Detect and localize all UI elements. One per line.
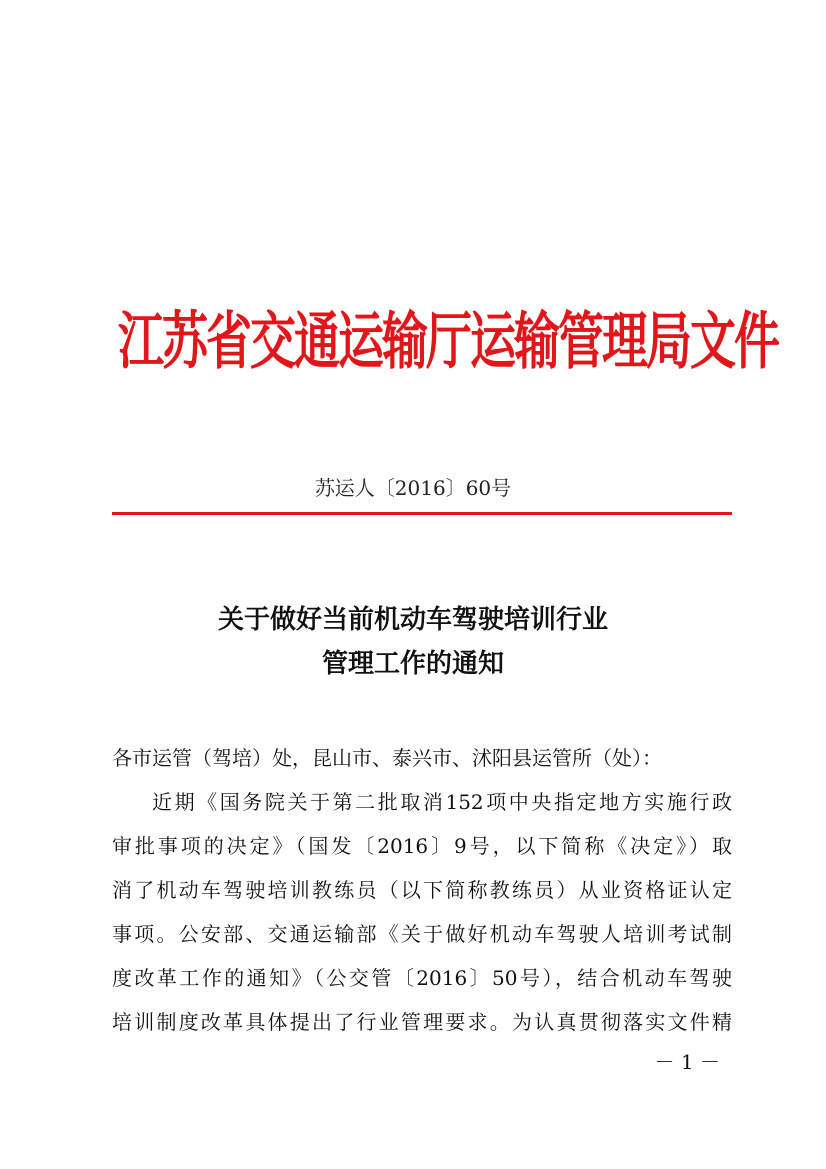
body-line-3: 消了机动车驾驶培训教练员（以下简称教练员）从业资格证认定 <box>112 878 732 902</box>
body-line-2: 审批事项的决定》（国发〔2016〕9号，以下简称《决定》）取 <box>112 834 732 858</box>
notice-title-line-1: 关于做好当前机动车驾驶培训行业 <box>217 605 608 635</box>
red-divider-rule <box>112 512 732 515</box>
body-line-4: 事项。公安部、交通运输部《关于做好机动车驾驶人培训考试制 <box>112 922 732 946</box>
issuer-header-title: 江苏省交通运输厅运输管理局文件 <box>118 304 778 378</box>
page-number: － 1 － <box>654 1050 720 1074</box>
body-line-6: 培训制度改革具体提出了行业管理要求。为认真贯彻落实文件精 <box>112 1010 732 1034</box>
body-line-5: 度改革工作的通知》（公交管〔2016〕50号），结合机动车驾驶 <box>112 966 732 990</box>
notice-title-line-2: 管理工作的通知 <box>321 649 504 679</box>
body-line-1: 近期《国务院关于第二批取消152项中央指定地方实施行政 <box>152 790 732 814</box>
addressee-line: 各市运管（驾培）处，昆山市、泰兴市、沭阳县运管所（处）： <box>112 746 662 770</box>
document-number: 苏运人〔2016〕60号 <box>314 476 512 500</box>
